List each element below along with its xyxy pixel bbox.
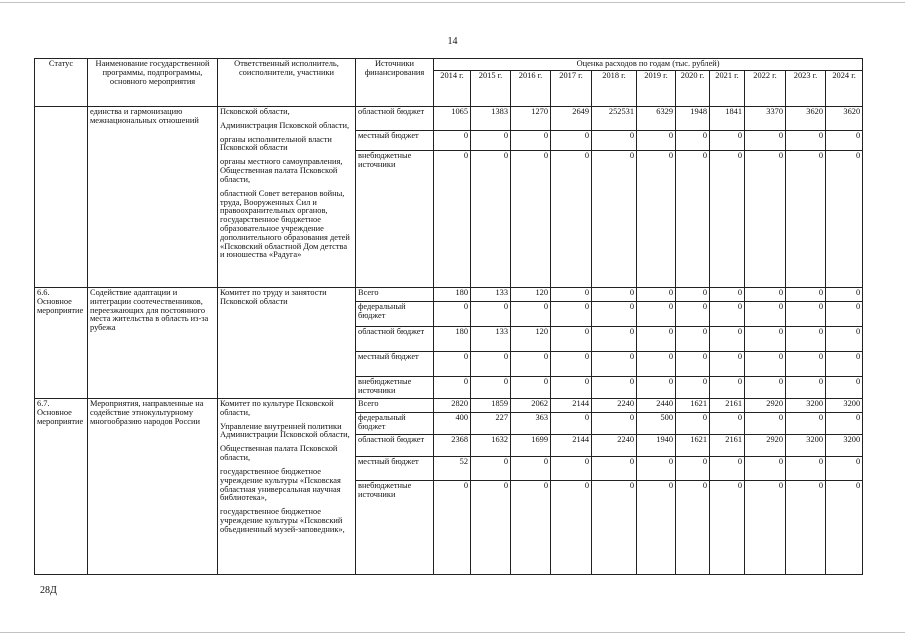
expense-value: 120: [511, 288, 551, 302]
measure-name: Содействие адаптации и интеграции соотечественников, переезжающих для постоянного места жительства в область из-за рубежа: [88, 288, 218, 399]
expense-value: 0: [637, 302, 676, 327]
expense-value: 1621: [676, 435, 710, 457]
header-year: 2019 г.: [637, 71, 676, 107]
expense-value: 0: [592, 288, 637, 302]
responsible-cell: [218, 399, 356, 575]
expense-value: 363: [511, 413, 551, 435]
expense-value: 0: [786, 377, 826, 399]
expense-value: 1270: [511, 107, 551, 131]
expense-value: 1841: [710, 107, 745, 131]
expense-value: 0: [710, 352, 745, 377]
expense-value: 0: [511, 352, 551, 377]
funding-source: областной бюджет: [356, 327, 434, 352]
expense-value: 0: [676, 352, 710, 377]
expense-value: 0: [826, 327, 863, 352]
expense-value: 0: [676, 481, 710, 575]
responsible-cell: [218, 288, 356, 399]
expense-value: 1859: [471, 399, 511, 413]
expense-value: 0: [745, 413, 786, 435]
expense-value: 0: [471, 352, 511, 377]
header-year: 2017 г.: [551, 71, 592, 107]
expense-value: 2820: [434, 399, 471, 413]
expense-value: 0: [826, 131, 863, 151]
expense-value: 0: [592, 327, 637, 352]
expense-value: 0: [434, 377, 471, 399]
footer-code: 28Д: [40, 585, 57, 596]
funding-source: внебюджетные источники: [356, 151, 434, 288]
expense-value: 0: [786, 413, 826, 435]
expense-value: 0: [710, 327, 745, 352]
expense-value: 3620: [786, 107, 826, 131]
expense-value: 0: [551, 151, 592, 288]
responsible-item: Псковской области,: [220, 107, 290, 116]
expense-value: 0: [471, 151, 511, 288]
expense-value: 1940: [637, 435, 676, 457]
responsible-item: областной Совет ветеранов войны, труда, Вооруженных Сил и правоохранительных органов, государственное бюджетное образовательное учреждение дополнительного образования детей «Псковский областной Дом детства и юношества «Радуга»: [220, 188, 350, 260]
expense-value: 0: [745, 457, 786, 481]
expense-value: 0: [471, 457, 511, 481]
expense-value: 0: [471, 302, 511, 327]
status-cell: [35, 288, 88, 399]
header-year: 2015 г.: [471, 71, 511, 107]
expense-value: 0: [511, 457, 551, 481]
expense-value: 0: [710, 377, 745, 399]
header-year: 2023 г.: [786, 71, 826, 107]
expense-value: 227: [471, 413, 511, 435]
expense-value: 2368: [434, 435, 471, 457]
expense-value: 0: [710, 481, 745, 575]
expense-value: 2161: [710, 435, 745, 457]
expense-value: 0: [592, 481, 637, 575]
expense-value: 3200: [826, 435, 863, 457]
expense-value: 3200: [826, 399, 863, 413]
header-year: 2020 г.: [676, 71, 710, 107]
expense-value: 2161: [710, 399, 745, 413]
expense-value: 0: [637, 288, 676, 302]
expense-value: 0: [592, 131, 637, 151]
expense-value: 0: [745, 151, 786, 288]
expense-value: 1948: [676, 107, 710, 131]
expense-value: 180: [434, 327, 471, 352]
expense-value: 0: [786, 131, 826, 151]
funding-source: областной бюджет: [356, 107, 434, 131]
expense-value: 180: [434, 288, 471, 302]
measure-name: единства и гармонизацию межнациональных отношений: [88, 107, 218, 288]
expense-value: 0: [676, 288, 710, 302]
expense-value: 1632: [471, 435, 511, 457]
expense-value: 2240: [592, 399, 637, 413]
expenses-table: [34, 58, 863, 575]
expense-value: 2649: [551, 107, 592, 131]
expense-value: 0: [471, 377, 511, 399]
responsible-item: органы местного самоуправления, Общественная палата Псковской области,: [220, 157, 343, 184]
expense-value: 0: [511, 131, 551, 151]
expense-value: 0: [637, 377, 676, 399]
expense-value: 0: [826, 457, 863, 481]
expense-value: 0: [826, 302, 863, 327]
status-cell: [35, 107, 88, 288]
expense-value: 0: [592, 457, 637, 481]
table-row: [35, 107, 863, 131]
expense-value: 0: [637, 481, 676, 575]
expense-value: 0: [551, 352, 592, 377]
expense-value: 0: [745, 352, 786, 377]
expense-value: 0: [637, 131, 676, 151]
expense-value: 0: [434, 481, 471, 575]
expense-value: 0: [745, 302, 786, 327]
expense-value: 0: [826, 352, 863, 377]
expense-value: 2062: [511, 399, 551, 413]
expense-value: 0: [786, 151, 826, 288]
header-responsible: Ответственный исполнитель, соисполнители, участники: [218, 59, 356, 107]
status-cell: [35, 399, 88, 575]
expense-value: 0: [745, 131, 786, 151]
expense-value: 0: [676, 151, 710, 288]
expense-value: 1621: [676, 399, 710, 413]
expense-value: 0: [786, 352, 826, 377]
funding-source: федеральный бюджет: [356, 302, 434, 327]
expense-value: 0: [434, 302, 471, 327]
expense-value: 0: [637, 151, 676, 288]
expense-value: 0: [786, 327, 826, 352]
expense-value: 500: [637, 413, 676, 435]
funding-source: местный бюджет: [356, 457, 434, 481]
expense-value: 0: [511, 377, 551, 399]
expense-value: 2240: [592, 435, 637, 457]
expense-value: 52: [434, 457, 471, 481]
expense-value: 3370: [745, 107, 786, 131]
expense-value: 0: [745, 377, 786, 399]
expense-value: 1383: [471, 107, 511, 131]
responsible-item: государственное бюджетное учреждение культуры «Псковский объединенный музей-заповедник»,: [220, 507, 345, 534]
expense-value: 0: [551, 327, 592, 352]
expense-value: 6329: [637, 107, 676, 131]
expense-value: 0: [592, 302, 637, 327]
table-row: [35, 399, 863, 413]
expense-value: 0: [745, 327, 786, 352]
expense-value: 0: [710, 302, 745, 327]
expense-value: 2144: [551, 399, 592, 413]
responsible-item: Общественная палата Псковской области,: [220, 444, 338, 463]
table-row: [35, 288, 863, 302]
expense-value: 133: [471, 288, 511, 302]
expense-value: 0: [676, 457, 710, 481]
expense-value: 0: [676, 377, 710, 399]
expense-value: 0: [710, 288, 745, 302]
status-line: 6.7.: [37, 399, 50, 408]
expense-value: 0: [826, 151, 863, 288]
expense-value: 0: [551, 131, 592, 151]
expense-value: 0: [592, 377, 637, 399]
expense-value: 1065: [434, 107, 471, 131]
expense-value: 0: [551, 302, 592, 327]
expense-value: 0: [710, 131, 745, 151]
expense-value: 0: [786, 302, 826, 327]
expense-value: 0: [676, 327, 710, 352]
responsible-item: государственное бюджетное учреждение культуры «Псковская областная универсальная научная библиотека»,: [220, 466, 341, 503]
funding-source: областной бюджет: [356, 435, 434, 457]
expense-value: 3200: [786, 435, 826, 457]
expense-value: 0: [710, 457, 745, 481]
expense-value: 0: [592, 413, 637, 435]
expense-value: 2920: [745, 399, 786, 413]
responsible-item: Комитет по культуре Псковской области,: [220, 399, 334, 417]
responsible-item: органы исполнительной власти Псковской области: [220, 134, 332, 153]
responsible-item: Управление внутренней политики Администрации Псковской области,: [220, 421, 350, 440]
expense-value: 0: [637, 352, 676, 377]
expense-value: 0: [676, 131, 710, 151]
expense-value: 0: [434, 151, 471, 288]
expense-value: 0: [826, 377, 863, 399]
header-year: 2014 г.: [434, 71, 471, 107]
expense-value: 0: [511, 302, 551, 327]
expense-value: 252531: [592, 107, 637, 131]
expense-value: 0: [786, 481, 826, 575]
page-number: 14: [447, 36, 458, 47]
funding-source: Всего: [356, 399, 434, 413]
funding-source: Всего: [356, 288, 434, 302]
expense-value: 400: [434, 413, 471, 435]
header-year: 2016 г.: [511, 71, 551, 107]
header-estimate: Оценка расходов по годам (тыс. рублей): [434, 59, 863, 71]
funding-source: местный бюджет: [356, 352, 434, 377]
expense-value: 2440: [637, 399, 676, 413]
expense-value: 0: [745, 481, 786, 575]
expense-value: 0: [710, 413, 745, 435]
funding-source: местный бюджет: [356, 131, 434, 151]
responsible-cell: [218, 107, 356, 288]
measure-name: Мероприятия, направленные на содействие этнокультурному многообразию народов России: [88, 399, 218, 575]
status-line: Основное мероприятие: [37, 407, 84, 426]
header-year: 2021 г.: [710, 71, 745, 107]
expense-value: 0: [826, 288, 863, 302]
expense-value: 0: [471, 131, 511, 151]
expense-value: 2920: [745, 435, 786, 457]
expense-value: 0: [434, 131, 471, 151]
expense-value: 0: [786, 457, 826, 481]
funding-source: внебюджетные источники: [356, 377, 434, 399]
header-year: 2018 г.: [592, 71, 637, 107]
responsible-item: Комитет по труду и занятости Псковской области: [220, 288, 327, 306]
expense-value: 0: [551, 413, 592, 435]
responsible-item: Администрация Псковской области,: [220, 120, 350, 130]
header-year: 2024 г.: [826, 71, 863, 107]
header-year: 2022 г.: [745, 71, 786, 107]
expense-value: 0: [551, 377, 592, 399]
expense-value: 0: [551, 481, 592, 575]
expense-value: 0: [551, 288, 592, 302]
expense-value: 3620: [826, 107, 863, 131]
expense-value: 0: [676, 302, 710, 327]
expense-value: 0: [826, 413, 863, 435]
expense-value: 0: [826, 481, 863, 575]
expense-value: 1699: [511, 435, 551, 457]
scan-edge-top: [0, 2, 905, 3]
expense-value: 120: [511, 327, 551, 352]
expense-value: 0: [592, 151, 637, 288]
status-line: 6.6.: [37, 288, 50, 297]
expense-value: 0: [745, 288, 786, 302]
expense-value: 0: [592, 352, 637, 377]
scan-edge-bottom: [0, 632, 905, 633]
expense-value: 0: [511, 481, 551, 575]
status-line: Основное мероприятие: [37, 296, 84, 315]
expense-value: 0: [637, 457, 676, 481]
expense-value: 0: [551, 457, 592, 481]
expense-value: 0: [511, 151, 551, 288]
expense-value: 0: [434, 352, 471, 377]
expense-value: 0: [786, 288, 826, 302]
expense-value: 133: [471, 327, 511, 352]
expense-value: 0: [471, 481, 511, 575]
funding-source: федеральный бюджет: [356, 413, 434, 435]
expense-value: 3200: [786, 399, 826, 413]
expense-value: 0: [637, 327, 676, 352]
expense-value: 2144: [551, 435, 592, 457]
header-name: Наименование государственной программы, подпрограммы, основного мероприятия: [88, 59, 218, 107]
header-status: Статус: [35, 59, 88, 107]
funding-source: внебюджетные источники: [356, 481, 434, 575]
expense-value: 0: [676, 413, 710, 435]
header-sources: Источники финансирования: [356, 59, 434, 107]
expense-value: 0: [710, 151, 745, 288]
